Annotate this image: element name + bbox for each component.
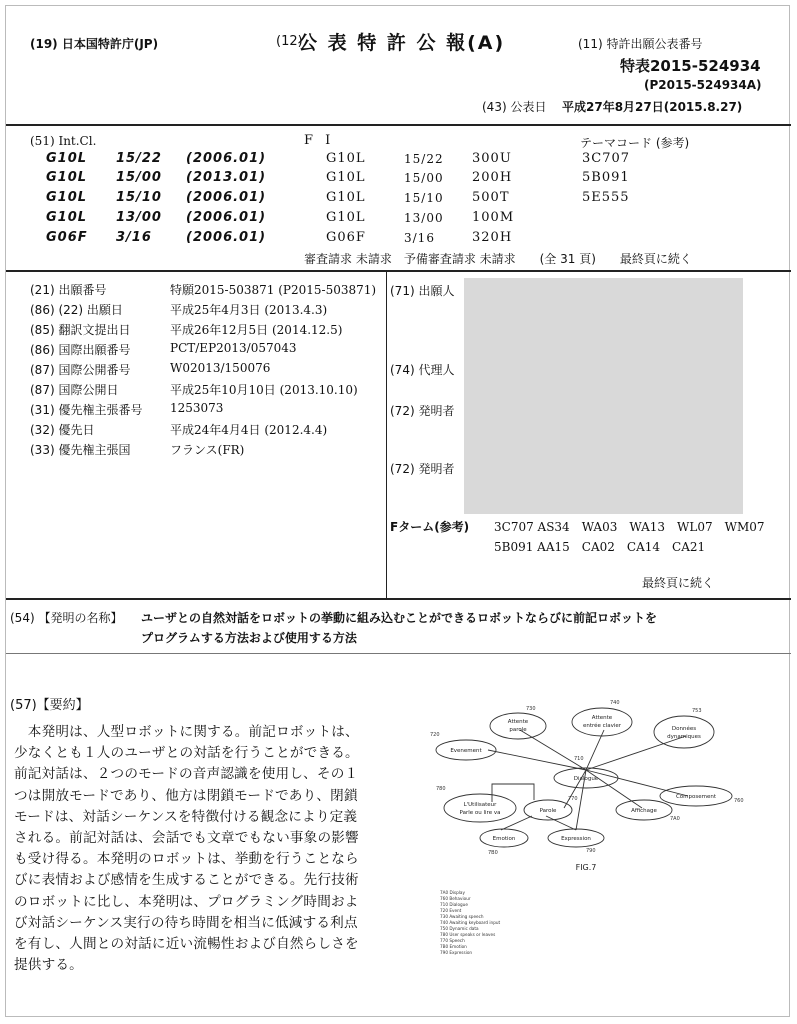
- f-term-label: Fターム(参考): [390, 520, 470, 534]
- abstract-line: つは開放モードであり、他方は閉鎖モードであり、閉鎖: [14, 787, 358, 804]
- node-label: Données: [671, 726, 697, 732]
- int-cl-label: (51) Int.Cl.: [30, 134, 97, 148]
- fi-sub: 300U: [472, 151, 512, 166]
- ipc-code: 15/10: [116, 190, 162, 205]
- abstract-line: も受け得る。本発明のロボットは、挙動を行うことなら: [14, 851, 359, 868]
- ipc-code: 3/16: [116, 230, 152, 245]
- legend-entry: 790 Expression: [440, 950, 473, 955]
- fi-class: G10L: [326, 151, 366, 166]
- fi-label: F I: [304, 133, 335, 148]
- figure-7-diagram: [426, 690, 746, 990]
- office-label: (19) 日本国特許庁(JP): [30, 37, 159, 51]
- theme-code-label: テーマコード (参考): [580, 136, 690, 150]
- f-term-line: 5B091 AA15 CA02 CA14 CA21: [494, 540, 706, 554]
- biblio-label: (87) 国際公開番号: [30, 363, 131, 377]
- ipc-code: 15/00: [116, 170, 162, 185]
- fi-sub: 500T: [472, 190, 510, 205]
- abstract-line: 本発明は、人型ロボットに関する。前記ロボットは、: [14, 724, 359, 740]
- legend-entry: 720 Event: [440, 908, 462, 913]
- legend-entry: 760 Behaviour: [440, 896, 471, 901]
- biblio-label: (86) 国際出願番号: [30, 343, 131, 357]
- legend-entry: 750 Dynamic data: [440, 926, 479, 931]
- invention-title-line: プログラムする方法および使用する方法: [141, 631, 357, 645]
- node-label: Parle ou lire va: [459, 810, 501, 816]
- biblio-label: (21) 出願番号: [30, 283, 107, 297]
- ipc-class: G10L: [46, 151, 88, 166]
- fi-code: 15/10: [404, 191, 444, 205]
- kind-code: (12): [276, 34, 303, 49]
- fi-code: 15/00: [404, 171, 444, 185]
- node-label: Composement: [675, 794, 717, 800]
- biblio-label: (31) 優先権主張番号: [30, 403, 143, 417]
- theme-code: 3C707: [582, 151, 631, 166]
- abstract-text: [14, 722, 396, 976]
- biblio-row: [30, 441, 390, 460]
- biblio-value: 1253073: [170, 401, 224, 415]
- node-label: Parole: [539, 808, 557, 814]
- ipc-version: (2006.01): [186, 151, 267, 166]
- divider-title: [6, 653, 791, 654]
- reference-numeral: 790: [586, 848, 596, 854]
- biblio-row: [30, 321, 390, 340]
- ipc-class: G10L: [46, 190, 88, 205]
- biblio-value: 特願2015-503871 (P2015-503871): [170, 283, 377, 297]
- abstract-line: び対話シーケンス実行の待ち時間を相当に低減する利点: [14, 914, 358, 931]
- invention-title-label: (54) 【発明の名称】: [10, 611, 123, 625]
- abstract-line: モードは、対話シーケンスを特徴付ける観念により定義: [14, 808, 358, 825]
- fi-sub: 200H: [472, 170, 513, 185]
- biblio-label: (86) (22) 出願日: [30, 303, 123, 317]
- legend-entry: 710 Dialogue: [440, 902, 468, 907]
- theme-code: 5E555: [582, 190, 630, 205]
- document-title: 公 表 特 許 公 報(A): [298, 32, 506, 54]
- legend-entry: 730 Awaiting speech: [440, 914, 484, 919]
- reference-numeral: 730: [526, 706, 536, 712]
- node-label: entrée clavier: [582, 723, 622, 729]
- ipc-version: (2006.01): [186, 190, 267, 205]
- examination-status: 審査請求 未請求 予備審査請求 未請求 (全 31 頁) 最終頁に続く: [304, 252, 692, 266]
- biblio-label: (85) 翻訳文提出日: [30, 323, 131, 337]
- legend-entry: 770 Speech: [440, 938, 465, 943]
- publication-date: 平成27年8月27日(2015.8.27): [562, 100, 743, 114]
- biblio-value: 平成26年12月5日 (2014.12.5): [170, 323, 343, 337]
- biblio-value: PCT/EP2013/057043: [170, 341, 297, 355]
- legend-entry: 780 User speaks or leaves: [440, 932, 496, 937]
- biblio-label: (33) 優先権主張国: [30, 443, 131, 457]
- classification-row: [6, 210, 791, 230]
- fi-class: G10L: [326, 170, 366, 185]
- ipc-class: G10L: [46, 210, 88, 225]
- patent-page: [5, 5, 790, 1017]
- abstract-line: 提供する。: [14, 957, 83, 974]
- reference-numeral: 7B0: [488, 850, 498, 856]
- fi-class: G10L: [326, 210, 366, 225]
- applicant-label: (71) 出願人: [390, 284, 455, 298]
- reference-numeral: 770: [568, 796, 578, 802]
- node-label: Dialogue: [573, 776, 599, 782]
- fi-class: G10L: [326, 190, 366, 205]
- biblio-value: 平成24年4月4日 (2012.4.4): [170, 423, 328, 437]
- node-label: Attente: [507, 719, 529, 725]
- agent-label: (74) 代理人: [390, 363, 455, 377]
- ipc-version: (2013.01): [186, 170, 267, 185]
- biblio-row: [30, 381, 390, 400]
- publication-number-alt: (P2015-524934A): [644, 78, 762, 92]
- biblio-row: [30, 281, 390, 300]
- biblio-label: (87) 国際公開日: [30, 383, 119, 397]
- biblio-value: フランス(FR): [170, 443, 245, 457]
- biblio-value: 平成25年4月3日 (2013.4.3): [170, 303, 328, 317]
- fi-code: 15/22: [404, 152, 444, 166]
- abstract-line: される。前記対話は、会話でも文章でもない事象の影響: [14, 830, 359, 847]
- divider-header: [6, 124, 791, 126]
- fi-sub: 100M: [472, 210, 515, 225]
- classification-row: [6, 151, 791, 171]
- fi-class: G06F: [326, 230, 366, 245]
- fi-code: 13/00: [404, 211, 444, 225]
- node-label: dynamiques: [667, 734, 701, 740]
- node-label: Evenement: [450, 748, 482, 754]
- biblio-row: [30, 301, 390, 320]
- abstract-line: のロボットに比し、本発明は、プログラミング時間およ: [14, 893, 359, 910]
- theme-code: 5B091: [582, 170, 630, 185]
- fi-code: 3/16: [404, 231, 435, 245]
- abstract-line: を有し、人間との対話に近い流暢性および自然らしさを: [14, 936, 359, 953]
- classification-row: [6, 190, 791, 210]
- ipc-version: (2006.01): [186, 230, 267, 245]
- reference-numeral: 753: [692, 708, 702, 714]
- reference-numeral: 720: [430, 732, 440, 738]
- publication-number-label: (11) 特許出願公表番号: [578, 37, 703, 51]
- node-label: parole: [509, 727, 527, 733]
- ipc-version: (2006.01): [186, 210, 267, 225]
- node-label: Attente: [591, 715, 613, 721]
- ipc-code: 13/00: [116, 210, 162, 225]
- abstract-line: 前記対話は、２つのモードの音声認識を使用し、その１: [14, 766, 359, 783]
- legend-entry: 7A0 Display: [440, 890, 465, 895]
- ipc-class: G10L: [46, 170, 88, 185]
- publication-date-label: (43) 公表日: [482, 100, 547, 114]
- classification-row: [6, 170, 791, 190]
- reference-numeral: 760: [734, 798, 744, 804]
- inventor-label: (72) 発明者: [390, 462, 455, 476]
- reference-numeral: 780: [436, 786, 446, 792]
- divider-classification: [6, 270, 791, 272]
- reference-numeral: 710: [574, 756, 584, 762]
- f-term-line: 3C707 AS34 WA03 WA13 WL07 WM07: [494, 520, 765, 534]
- figure-caption: FIG.7: [575, 863, 597, 872]
- publication-number: 特表2015-524934: [620, 57, 761, 75]
- abstract-label: (57)【要約】: [10, 698, 89, 713]
- ipc-code: 15/22: [116, 151, 162, 166]
- ipc-class: G06F: [46, 230, 88, 245]
- redacted-party-block: [464, 278, 743, 514]
- node-label: Expression: [561, 836, 591, 842]
- biblio-row: [30, 421, 390, 440]
- legend-entry: 7B0 Emotion: [440, 944, 467, 949]
- classification-row: [6, 230, 791, 250]
- continued-note: 最終頁に続く: [642, 576, 715, 590]
- node-label: L'Utilisateur: [463, 802, 497, 808]
- biblio-label: (32) 優先日: [30, 423, 95, 437]
- biblio-row: [30, 401, 390, 420]
- legend-entry: 740 Awaiting keyboard input: [440, 920, 501, 925]
- invention-title-line: ユーザとの自然対話をロボットの挙動に組み込むことができるロボットならびに前記ロボットを: [141, 611, 658, 625]
- biblio-row: [30, 341, 390, 360]
- node-label: Affichage: [631, 808, 657, 814]
- biblio-value: 平成25年10月10日 (2013.10.10): [170, 383, 358, 397]
- fi-sub: 320H: [472, 230, 513, 245]
- biblio-row: [30, 361, 390, 380]
- node-label: Emotion: [492, 836, 516, 842]
- abstract-line: びに表情および感情を生成することができる。先行技術: [14, 872, 359, 889]
- reference-numeral: 7A0: [670, 816, 680, 822]
- reference-numeral: 740: [610, 700, 620, 706]
- biblio-value: W02013/150076: [170, 361, 271, 375]
- abstract-line: 少なくとも１人のユーザとの対話を行うことができる。: [14, 745, 359, 762]
- divider-biblio: [6, 598, 791, 600]
- inventor-label: (72) 発明者: [390, 404, 455, 418]
